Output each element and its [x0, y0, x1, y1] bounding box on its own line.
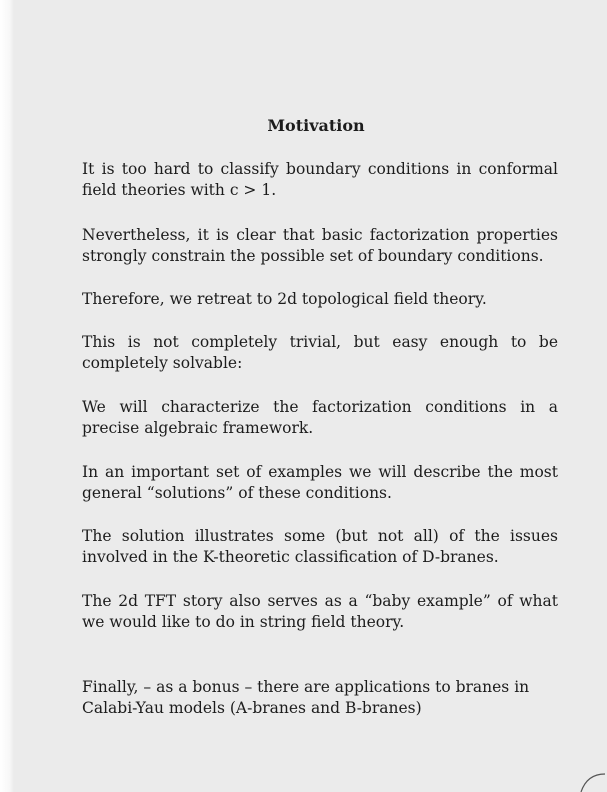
paragraph-solvable: This is not completely trivial, but easy enough to be completely solvable: [82, 333, 558, 372]
paragraph-baby-example: The 2d TFT story also serves as a “baby example” of what we would like to do in string field theory. [82, 592, 558, 631]
paragraph-applications: Finally, – as a bonus – there are applications to branes in Calabi-Yau models (A-branes and B-branes) [82, 678, 530, 717]
paragraph-general-solutions: In an important set of examples we will describe the most general “solutions” of these conditions. [82, 463, 558, 502]
paragraph-algebraic-framework: We will characterize the factorization conditions in a precise algebraic framework. [82, 398, 558, 437]
page-title: Motivation [267, 116, 365, 135]
corner-scan-mark [557, 764, 607, 792]
paragraph-factorization-constraint: Nevertheless, it is clear that basic factorization properties strongly constrain the possible set of boundary conditions. [82, 226, 558, 265]
paragraph-classification-difficulty: It is too hard to classify boundary conditions in conformal field theories with c > 1. [82, 160, 558, 199]
paragraph-k-theory: The solution illustrates some (but not all) of the issues involved in the K-theoretic classification of D-branes. [82, 527, 558, 566]
paragraph-retreat-tft: Therefore, we retreat to 2d topological field theory. [82, 290, 487, 308]
